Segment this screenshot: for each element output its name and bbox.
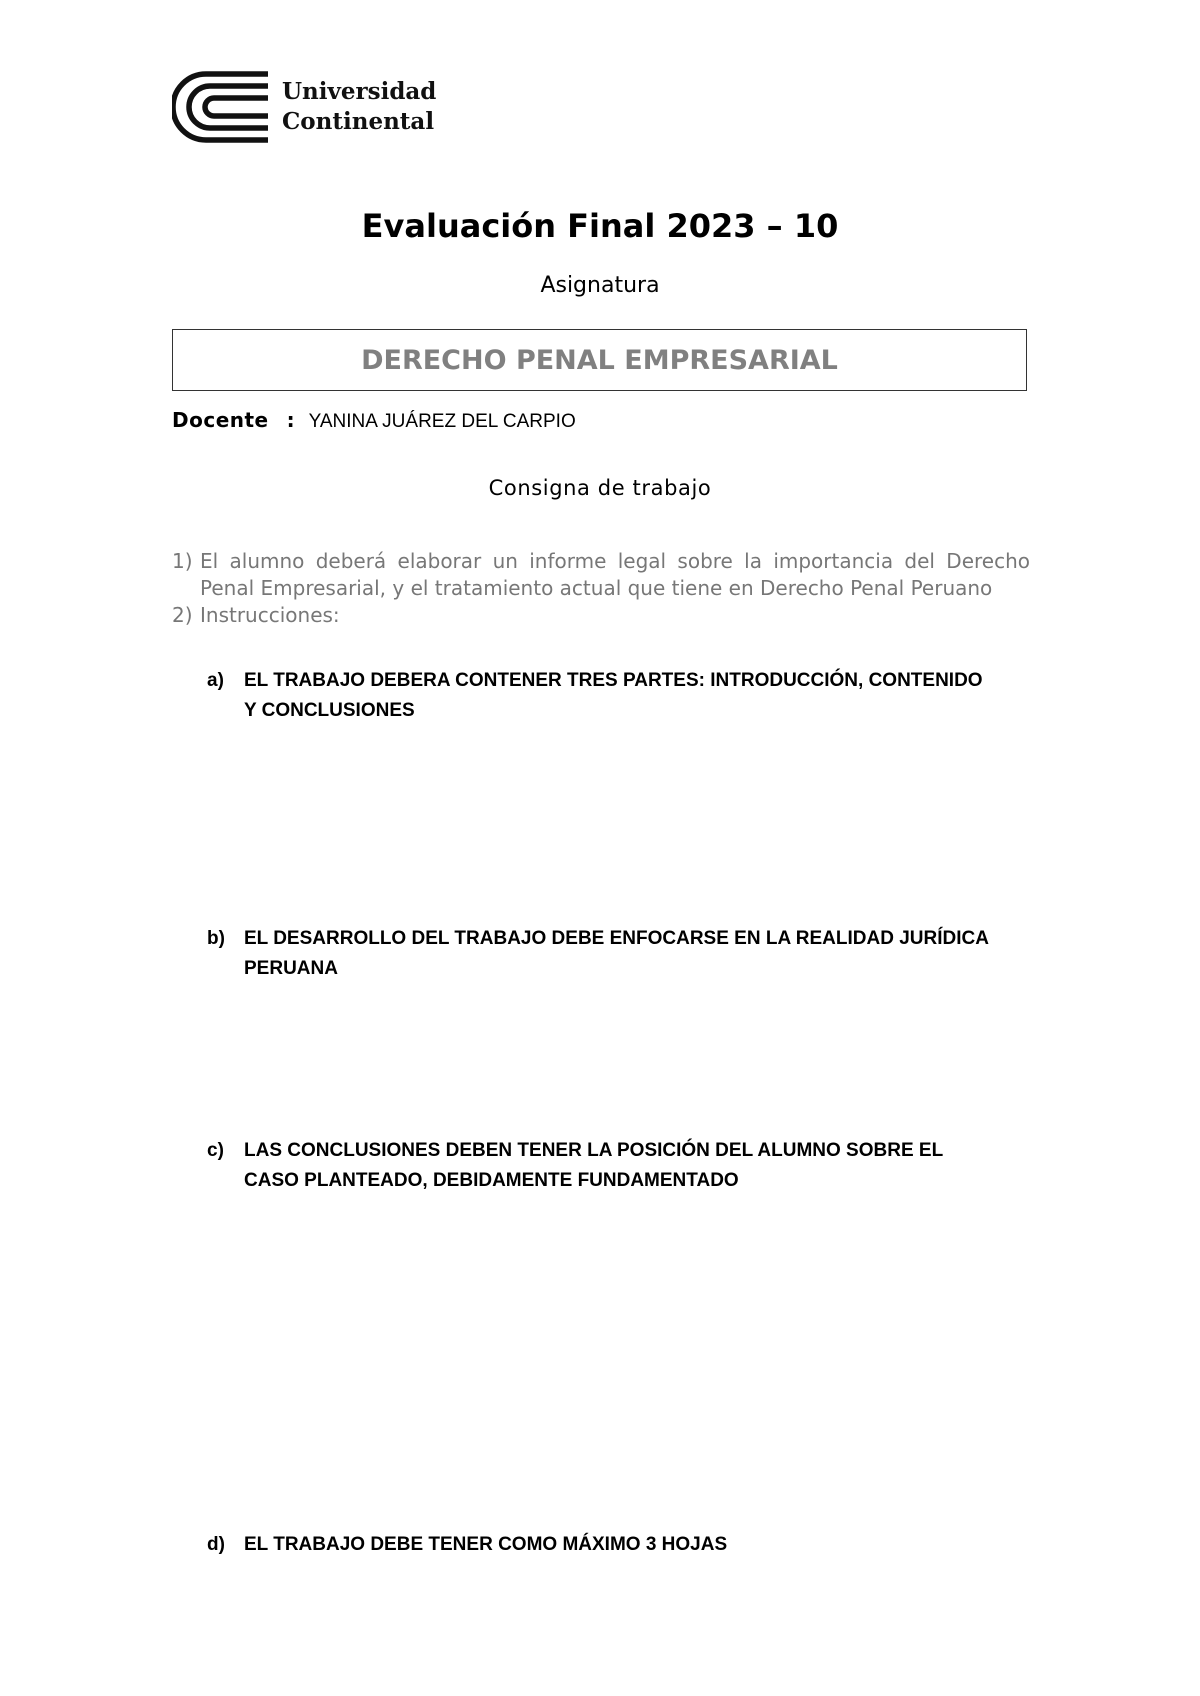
page-title: Evaluación Final 2023 – 10 <box>361 207 839 245</box>
section-title: Consigna de trabajo <box>488 476 712 500</box>
list-item <box>172 548 1030 602</box>
logo-line-2: Continental <box>282 108 435 135</box>
teacher-name: YANINA JUÁREZ DEL CARPIO <box>308 411 576 432</box>
instruction-letter: a) <box>207 670 224 691</box>
list-item-number: 2) <box>172 603 193 627</box>
instruction-text: LAS CONCLUSIONES DEBEN TENER LA POSICIÓN DEL ALUMNO SOBRE EL CASO PLANTEADO, DEBIDAMENTE FUNDAMENTADO <box>244 1140 943 1191</box>
logo-wordmark <box>282 77 436 137</box>
subject-label: Asignatura <box>540 273 660 298</box>
logo-line-1: Universidad <box>282 78 437 105</box>
university-logo <box>172 70 442 144</box>
instruction-letter: c) <box>207 1140 224 1161</box>
subject-name: DERECHO PENAL EMPRESARIAL <box>361 344 838 376</box>
list-item-number: 1) <box>172 549 193 573</box>
list-item <box>172 602 1030 629</box>
instruction-item-a <box>207 666 997 726</box>
instruction-letter: d) <box>207 1534 225 1555</box>
instruction-letter: b) <box>207 928 225 949</box>
instruction-text: EL TRABAJO DEBERA CONTENER TRES PARTES: INTRODUCCIÓN, CONTENIDO Y CONCLUSIONES <box>244 670 983 721</box>
teacher-line <box>172 406 576 436</box>
instruction-item-c <box>207 1136 997 1196</box>
instruction-item-b <box>207 924 997 984</box>
instruction-text: EL DESARROLLO DEL TRABAJO DEBE ENFOCARSE EN LA REALIDAD JURÍDICA PERUANA <box>244 928 989 979</box>
teacher-separator: : <box>286 408 295 432</box>
list-item-text: Instrucciones: <box>200 603 340 627</box>
numbered-list <box>172 548 1030 629</box>
list-item-text: El alumno deberá elaborar un informe legal sobre la importancia del Derecho Penal Empresarial, y el tratamiento actual que tiene en Derecho Penal Peruano <box>200 549 1030 600</box>
instruction-item-d <box>207 1530 997 1560</box>
subject-box <box>172 329 1027 391</box>
teacher-label: Docente <box>172 408 269 432</box>
university-continental-logo-icon <box>172 70 270 144</box>
instruction-text: EL TRABAJO DEBE TENER COMO MÁXIMO 3 HOJAS <box>244 1534 728 1555</box>
